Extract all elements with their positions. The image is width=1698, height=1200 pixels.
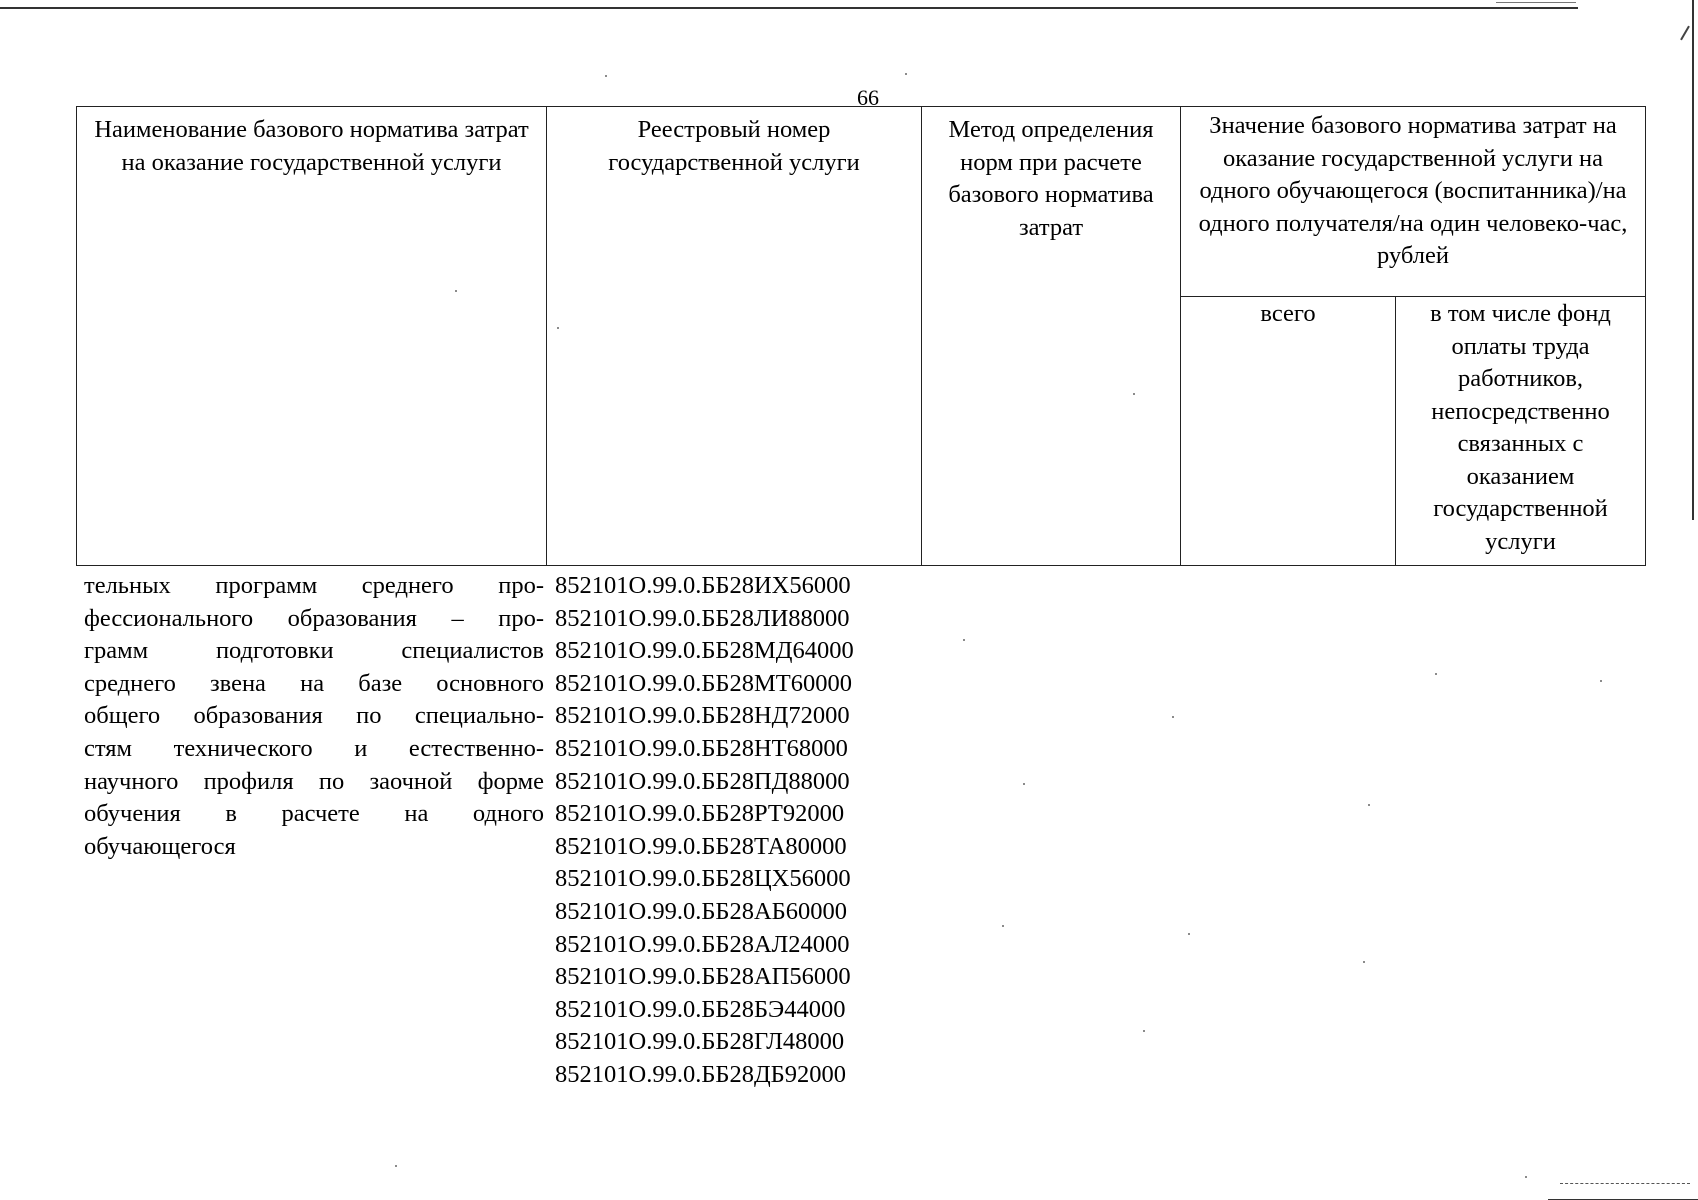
registry-code: 852101О.99.0.ББ28БЭ44000 [555,995,846,1023]
registry-code: 852101О.99.0.ББ28НД72000 [555,702,850,730]
scan-speck [395,1165,397,1167]
scan-speck [1368,804,1370,806]
description-line: обучения в расчете на одного [84,800,544,828]
registry-code: 852101О.99.0.ББ28МД64000 [555,637,854,665]
scan-speck [905,73,907,75]
scan-speck [455,290,457,292]
registry-code-list [555,570,915,1092]
registry-code: 852101О.99.0.ББ28ДБ92000 [555,1060,846,1088]
registry-code: 852101О.99.0.ББ28ИХ56000 [555,572,851,599]
scan-speck [1435,673,1437,675]
scan-speck [1002,925,1004,927]
scan-speck [1133,393,1135,395]
scan-top-border-fragment [1496,2,1576,3]
description-line: стям технического и естественно- [84,734,544,762]
description-line: фессионального образования – про- [84,604,544,632]
registry-code: 852101О.99.0.ББ28ГЛ48000 [555,1028,845,1056]
registry-code: 852101О.99.0.ББ28ПД88000 [555,767,850,795]
description-line: среднего звена на базе основного [84,669,544,697]
scan-speck [1143,1030,1145,1032]
registry-code: 852101О.99.0.ББ28АЛ24000 [555,930,850,958]
service-description [84,570,544,863]
scan-bottom-border-dashed [1560,1183,1690,1184]
description-line: обучающегося [84,832,236,860]
header-col-name: Наименование базового норматива затрат на оказание государственной услуги [77,107,547,566]
header-col-value: Значение базового норматива затрат на оказание государственной услуги на одного обучающегося (воспитанника)/на одного получателя/на один человеко-час, рублей [1181,107,1646,297]
scan-speck [1172,716,1174,718]
scan-top-border [0,7,1578,9]
registry-code: 852101О.99.0.ББ28РТ92000 [555,800,845,828]
header-col-value-total: всего [1181,297,1396,566]
registry-code: 852101О.99.0.ББ28АП56000 [555,963,851,991]
header-table [76,106,1646,566]
scan-speck [1188,933,1190,935]
description-line: тельных программ среднего про- [84,572,544,599]
header-col-value-payroll: в том числе фонд оплаты труда работников, непосредственно связанных с оказанием государственной услуги [1396,297,1646,566]
scan-speck [1525,1176,1527,1178]
header-col-method: Метод определения норм при расчете базового норматива затрат [922,107,1181,566]
scan-right-edge [1692,0,1694,520]
registry-code: 852101О.99.0.ББ28НТ68000 [555,734,848,762]
page-number: 66 [857,85,879,110]
scan-speck [1600,680,1602,682]
description-line: научного профиля по заочной форме [84,767,544,795]
registry-code: 852101О.99.0.ББ28МТ60000 [555,669,852,697]
scan-speck [605,75,607,77]
scan-speck [1023,783,1025,785]
header-col-registry-number: Реестровый номер государственной услуги [547,107,922,566]
registry-code: 852101О.99.0.ББ28ЦХ56000 [555,865,851,893]
registry-code: 852101О.99.0.ББ28ЛИ88000 [555,604,850,632]
registry-code: 852101О.99.0.ББ28АБ60000 [555,897,847,925]
scan-speck [963,639,965,641]
description-line: грамм подготовки специалистов [84,637,544,665]
registry-code: 852101О.99.0.ББ28ТА80000 [555,832,847,860]
scan-speck [1363,961,1365,963]
scan-speck [557,327,559,329]
description-line: общего образования по специально- [84,702,544,730]
scan-right-edge-mark [1680,26,1690,41]
